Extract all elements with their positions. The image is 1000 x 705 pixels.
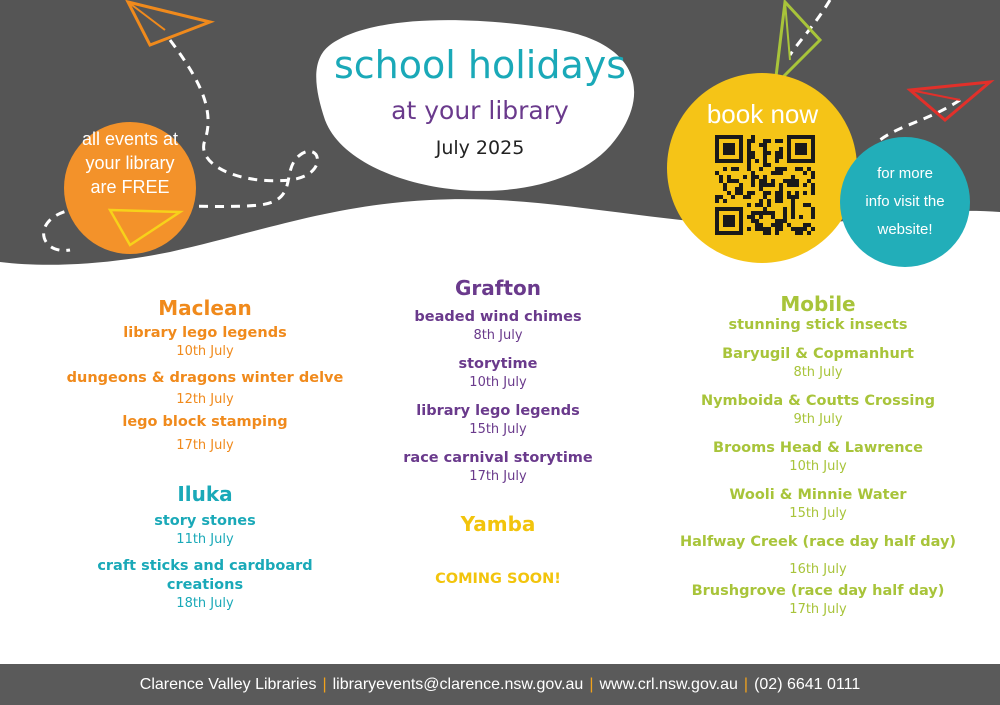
event-date: 18th July [176, 596, 234, 611]
more-info-line: website! [877, 221, 933, 238]
page-month: July 2025 [435, 137, 525, 159]
event-date: 10th July [469, 375, 527, 390]
coming-soon-note: COMING SOON! [435, 571, 561, 587]
more-info-line: info visit the [865, 193, 945, 210]
maclean-section [40, 296, 370, 455]
more-info-link[interactable] [852, 160, 958, 244]
location-heading: Grafton [454, 276, 541, 300]
location-heading: Yamba [460, 512, 536, 536]
footer-separator: | [743, 676, 749, 693]
event-title: Brushgrove (race day half day) [691, 583, 945, 599]
footer-separator: | [322, 676, 327, 693]
event-title: beaded wind chimes [414, 309, 582, 325]
location-heading: Mobile [780, 292, 856, 316]
event-date: 15th July [789, 506, 847, 521]
event-title: dungeons & dragons winter delve [66, 370, 344, 386]
page-title-block [330, 42, 630, 160]
event-title: story stones [154, 513, 256, 529]
event-title: Nymboida & Coutts Crossing [700, 393, 936, 409]
mobile-section [660, 292, 976, 619]
event-title: Wooli & Minnie Water [729, 487, 907, 503]
event-title: lego block stamping [122, 414, 288, 430]
event-title: library lego legends [416, 403, 580, 419]
event-date: 15th July [469, 422, 527, 437]
event-title: craft sticks and cardboard creations [97, 558, 313, 593]
event-date: 8th July [793, 365, 843, 380]
footer-phone: (02) 6641 0111 [754, 676, 861, 693]
event-date: 10th July [176, 344, 234, 359]
free-badge [70, 127, 190, 199]
event-date: 17th July [469, 469, 527, 484]
event-title: library lego legends [123, 325, 287, 341]
free-badge-line: are FREE [90, 177, 170, 197]
footer-org: Clarence Valley Libraries [139, 676, 317, 693]
event-date: 10th July [789, 459, 847, 474]
event-title: Brooms Head & Lawrence [713, 440, 923, 456]
event-date: 17th July [176, 438, 234, 453]
event-date: 11th July [176, 532, 234, 547]
footer-contact-bar [0, 664, 1000, 705]
free-badge-line: your library [85, 153, 175, 173]
event-title: Halfway Creek (race day half day) [679, 534, 957, 550]
grafton-section [360, 276, 636, 486]
event-title: race carnival storytime [403, 450, 593, 466]
mobile-subtitle: stunning stick insects [728, 317, 908, 333]
book-now-label[interactable]: book now [706, 99, 819, 129]
footer-website-link[interactable]: www.crl.nsw.gov.au [599, 676, 738, 693]
page-title: school holidays [333, 43, 627, 87]
event-date: 12th July [176, 392, 234, 407]
more-info-line: for more [877, 165, 933, 182]
location-heading: Iluka [177, 482, 233, 506]
event-date: 17th July [789, 602, 847, 617]
location-heading: Maclean [158, 296, 252, 320]
event-date: 9th July [793, 412, 843, 427]
free-badge-line: all events at [81, 129, 179, 149]
event-title: Baryugil & Copmanhurt [722, 346, 914, 362]
event-date: 8th July [473, 328, 523, 343]
footer-email-link[interactable]: libraryevents@clarence.nsw.gov.au [332, 676, 584, 693]
iluka-section [40, 482, 370, 613]
footer-separator: | [589, 676, 594, 693]
page-subtitle: at your library [391, 96, 569, 125]
event-date: 16th July [789, 562, 847, 577]
yamba-section [360, 512, 636, 589]
event-title: storytime [458, 356, 538, 372]
qr-code-icon [712, 132, 818, 238]
